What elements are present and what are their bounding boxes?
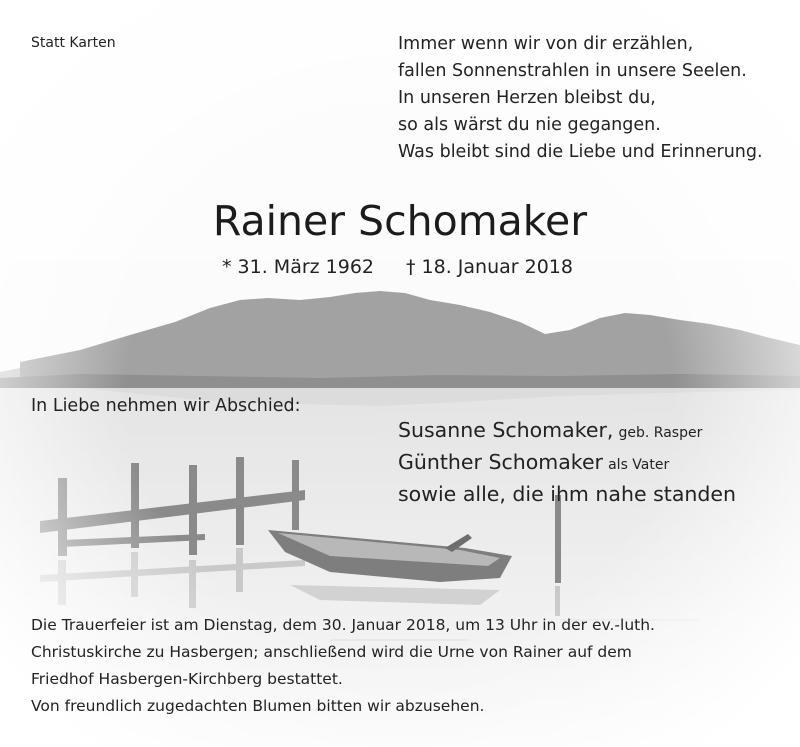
deceased-name: Rainer Schomaker xyxy=(212,197,588,245)
mourner-name: Susanne Schomaker, xyxy=(398,418,614,442)
mourner-note: geb. Rasper xyxy=(618,425,703,441)
poem-line: In unseren Herzen bleibst du, xyxy=(398,88,656,108)
poem-line: so als wärst du nie gegangen. xyxy=(398,115,661,135)
mourner-note: als Vater xyxy=(608,457,670,473)
farewell-intro: In Liebe nehmen wir Abschied: xyxy=(31,396,301,416)
mourner-name: Günther Schomaker xyxy=(398,450,603,474)
death-date: † 18. Januar 2018 xyxy=(406,256,573,278)
poem-line: Was bleibt sind die Liebe und Erinnerung. xyxy=(398,142,763,162)
service-line: Christuskirche zu Hasbergen; anschließend wird die Urne von Rainer auf dem xyxy=(31,643,632,661)
service-line: Von freundlich zugedachten Blumen bitten wir abzusehen. xyxy=(31,697,485,715)
poem-line: Immer wenn wir von dir erzählen, xyxy=(398,34,694,54)
mourner-entry xyxy=(398,482,736,506)
service-line: Die Trauerfeier ist am Dienstag, dem 30. Januar 2018, um 13 Uhr in der ev.-luth. xyxy=(31,616,655,634)
service-line: Friedhof Hasbergen-Kirchberg bestattet. xyxy=(31,670,343,688)
statt-karten-label: Statt Karten xyxy=(31,35,116,51)
mourner-entry xyxy=(398,418,702,442)
mourner-entry xyxy=(398,450,669,474)
poem-line: fallen Sonnenstrahlen in unsere Seelen. xyxy=(398,61,747,81)
birth-date: * 31. März 1962 xyxy=(222,256,375,278)
mourner-name: sowie alle, die ihm nahe standen xyxy=(398,482,736,506)
